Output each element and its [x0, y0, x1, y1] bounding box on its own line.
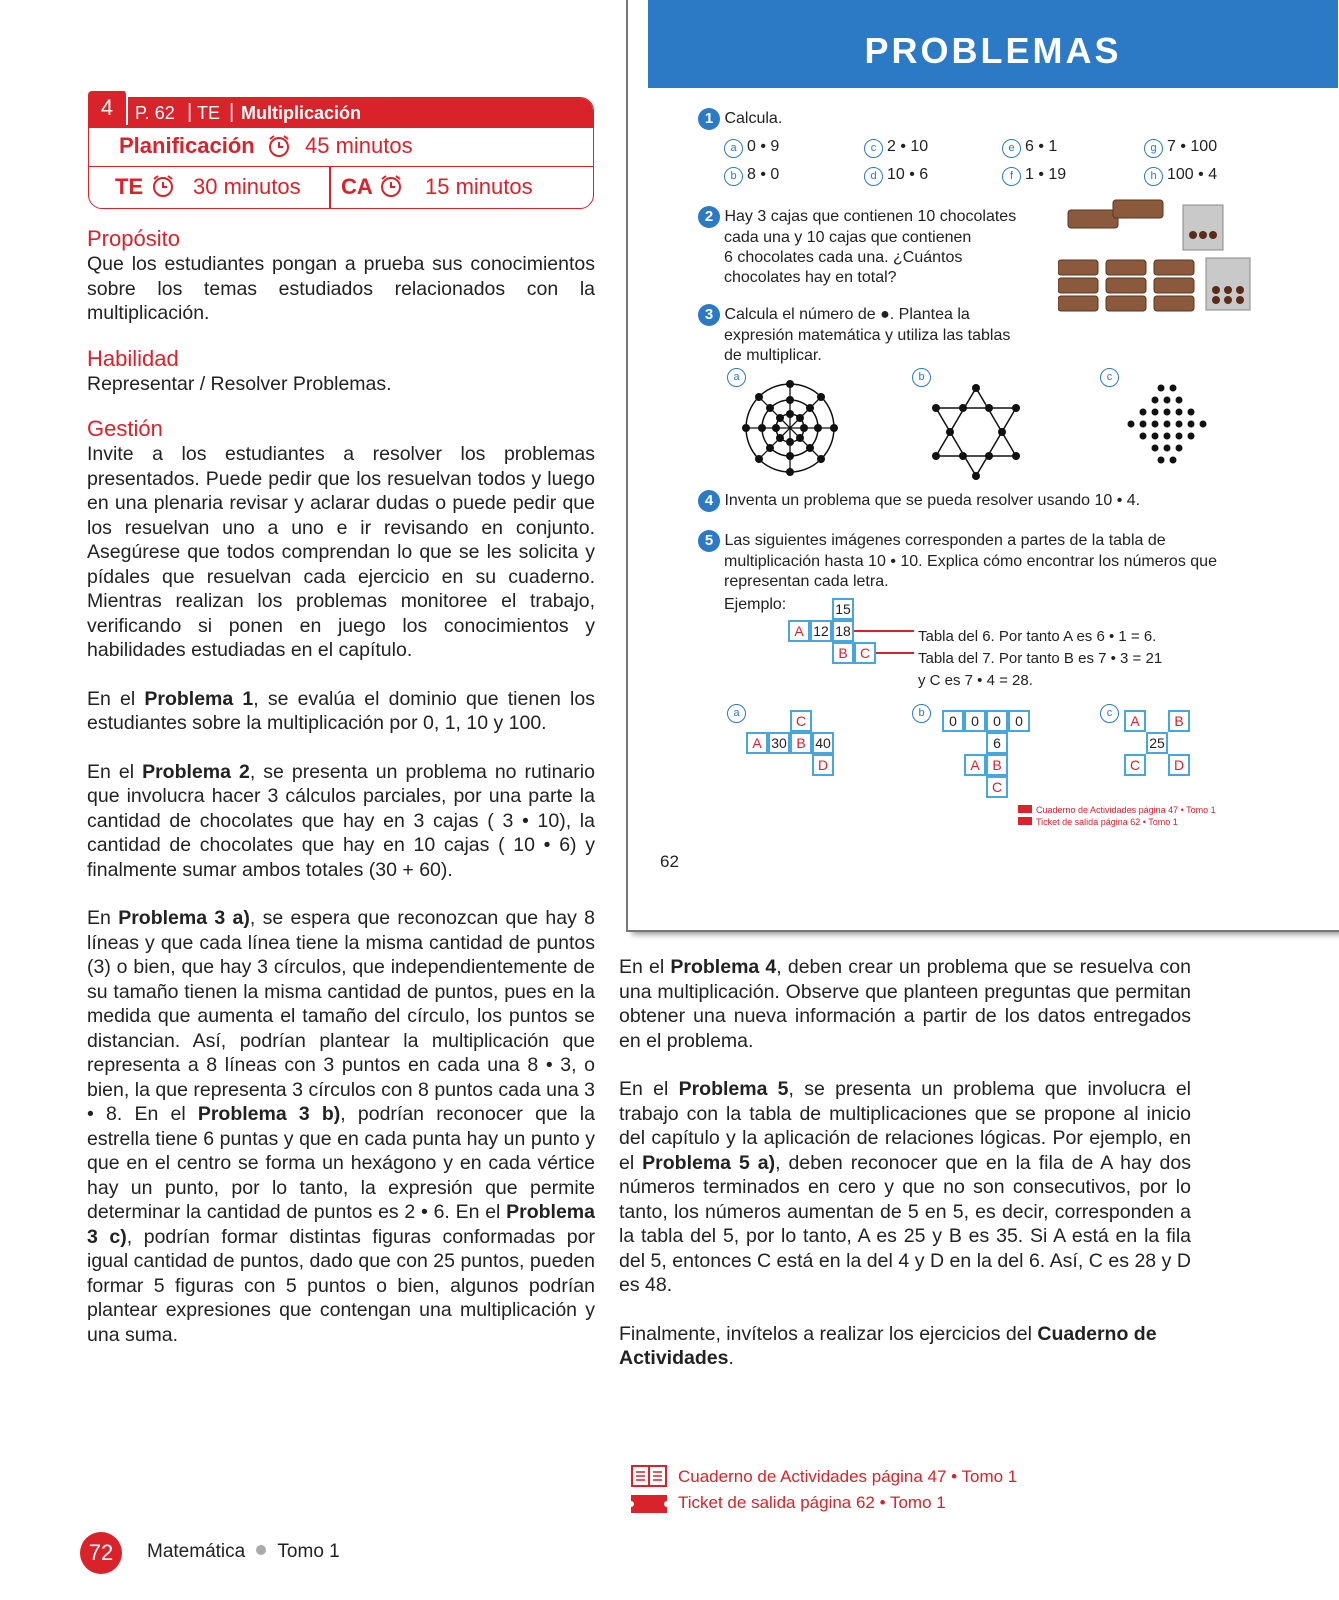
- question-2: 2 Hay 3 cajas que contienen 10 chocolates cada una y 10 cajas que contienen 6 chocolates cada una. ¿Cuántos chocolates hay en total?: [698, 206, 1016, 288]
- example-line-1: Tabla del 6. Por tanto A es 6 • 1 = 6.: [918, 628, 1157, 645]
- workbook-icon: [631, 1464, 667, 1493]
- header-te: TE: [197, 103, 221, 123]
- dot-star-figure: [928, 384, 1024, 485]
- question-4: 4 Inventa un problema que se pueda resolver usando 10 • 4.: [698, 490, 1140, 512]
- planning-time: 45 minutos: [305, 133, 413, 158]
- ticket-icon: [631, 1495, 667, 1518]
- question-1: 1 Calcula.: [698, 108, 782, 130]
- option-b-label: b: [912, 368, 931, 387]
- problem5-paragraph: En el Problema 5, se presenta un problema que involucra el trabajo con la tabla de multiplicaciones que se propone al inicio del capítulo y la aplicación de relaciones lógicas. Por ejemplo, en el Problema 5 a), deben reconocer que en la fila de A hay dos números terminados en cero y que no son consecutivos, por lo tanto, los números aumentan de 5 en 5, es decir, corresponden a la tabla del 5, por lo tanto, A es 25 y B es 35. Si A está en la fila del 5, entonces C está en la del 4 y D en la del 6. Así, C es 28 y D es 48.: [619, 1078, 1191, 1296]
- habilidad-title: Habilidad: [87, 345, 179, 371]
- header-page: P. 62: [135, 103, 175, 123]
- banner-title: PROBLEMAS: [864, 30, 1122, 71]
- te-label: TE: [115, 174, 144, 199]
- proposito-title: Propósito: [87, 226, 180, 251]
- textbook-page: PROBLEMAS 1 Calcula. a 0 • 9 c 2 • 10 e 6 • 1 g 7 • 100 b 8 • 0 d 10 • 6 f 1 • 19 h 100 • 4 2 Hay 3 cajas que contienen 10 chocolates cada una y 10 cajas que contienen 6 chocolates cada una. ¿Cuántos chocolates hay en total? 3 Calcula el número de ●. Plantea la expresión matemática y utiliza las tablas de multiplicar. a b c 4 Inventa un problema que se pueda resolver usando 10 • 4. 5 Las siguientes imágenes corresponden a partes de la tabla de multiplicación hasta 10 • 10. Explica cómo encontrar los números que representan cada letra. Ejemplo: 15 A 12 18 B C Tabla del 6. Por tanto A es 6 • 1 = 6. Tabla del 7. Por tanto B es 7 • 3 = 21 y C es 7 • 4 = 28. a C A 30 B 40 D b 0 0 0 0 6 A B C c A B 25 C D Cuaderno de Actividades página 47 • Tomo 1 Ticket de salida página 62 • Tomo 1 62: [628, 0, 1339, 930]
- planning-header: [88, 97, 594, 209]
- problem2-paragraph: En el Problema 2, se presenta un problema no rutinario que involucra hacer 3 cálculos parciales, por una parte la cantidad de chocolates que hay en 3 cajas ( 3 • 10), la cantidad de chocolates que hay en 10 cajas ( 10 • 6) y finalmente sumar ambos totales (30 + 60).: [87, 760, 595, 881]
- dot-circles-figure: [740, 378, 840, 483]
- example-label: Ejemplo:: [724, 596, 787, 613]
- option-c-label: c: [1100, 368, 1119, 387]
- right-column: [619, 955, 1191, 1371]
- ticket-reference: Ticket de salida página 62 • Tomo 1: [678, 1493, 946, 1512]
- footer-page-number: 72: [80, 1532, 122, 1574]
- left-column: [87, 226, 595, 1347]
- separator-dot: [256, 1545, 266, 1555]
- header-bar: P. 62 | TE | Multiplicación: [89, 98, 593, 128]
- divider: [329, 166, 331, 208]
- planning-label: Planificación: [119, 133, 255, 158]
- problems-banner: [648, 0, 1338, 88]
- question-number: 1: [698, 108, 720, 130]
- problem3-paragraph: En Problema 3 a), se espera que reconozcan que hay 8 líneas y que cada línea tiene la misma cantidad de puntos (3) o bien, que hay 3 círculos, que independientemente de su tamaño tienen la misma cantidad de puntos, pues en la medida que aumenta el tamaño del círculo, los puntos se distancian. Así, podrían plantear la multiplicación que representa a 8 líneas con 3 puntos en cada una 8 • 3, o bien, la que representa 3 círculos con 8 puntos cada una 3 • 8. En el Problema 3 b), podrían reconocer que la estrella tiene 6 puntas y que en cada punta hay un punto y que en el centro se forma un hexágono y en cada vértice hay un punto, por lo tanto, la expresión que permite determinar la cantidad de puntos es 2 • 6. En el Problema 3 c), podrían formar distintas figuras conformadas por igual cantidad de puntos, dado que con 25 puntos, pueden formar 5 figuras con 5 puntos o bien, algunos podrían plantear expresiones que contengan una multiplicación y una suma.: [87, 907, 595, 1346]
- gestion-title: Gestión: [87, 416, 163, 441]
- clock-icon: [151, 174, 175, 199]
- clock-icon: [267, 134, 291, 159]
- dot-diamond-figure: [1114, 382, 1224, 479]
- time-row: [89, 166, 593, 208]
- footer-subject: Matemática Tomo 1: [147, 1541, 340, 1562]
- gestion-text: Invite a los estudiantes a resolver los problemas presentados. Puede pedir que los resuelvan todos y luego en una plenaria revisar y aclarar dudas o puede pedir que los resuelvan uno a uno e ir revisando en conjunto. Asegúrese que todos comprendan lo que se les solicita y pídales que resuelvan cada ejercicio en su cuaderno. Mientras realizan los problemas monitoree el trabajo, verificando si ponen en juego los conocimientos y habilidades estudiadas en el capítulo.: [87, 443, 595, 661]
- book-page-number: 62: [660, 852, 679, 871]
- chocolate-boxes-image: [1058, 190, 1258, 335]
- header-topic: Multiplicación: [241, 103, 362, 123]
- problem4-paragraph: En el Problema 4, deben crear un problema que se resuelva con una multiplicación. Observe que planteen preguntas que permitan obtener una nueva información a partir de los datos entregados en el problema.: [619, 956, 1191, 1052]
- question-3: 3 Calcula el número de ●. Plantea la expresión matemática y utiliza las tablas de multiplicar.: [698, 304, 1010, 366]
- planning-row: [89, 128, 593, 167]
- proposito-text: Que los estudiantes pongan a prueba sus conocimientos sobre los temas estudiados relacionados con la multiplicación.: [87, 253, 595, 324]
- workbook-reference: Cuaderno de Actividades página 47 • Tomo 1: [678, 1467, 1018, 1486]
- final-paragraph: Finalmente, invítelos a realizar los ejercicios del Cuaderno de Actividades.: [619, 1322, 1157, 1369]
- habilidad-text: Representar / Resolver Problemas.: [87, 372, 392, 395]
- option-a-label: a: [727, 368, 746, 387]
- example-line-2: Tabla del 7. Por tanto B es 7 • 3 = 21: [918, 650, 1163, 667]
- question-5: 5 Las siguientes imágenes corresponden a partes de la tabla de multiplicación hasta 10 • 10. Explica cómo encontrar los números que representan cada letra.: [698, 530, 1217, 592]
- chapter-number: 4: [88, 91, 128, 125]
- problem1-paragraph: En el Problema 1, se evalúa el dominio que tienen los estudiantes sobre la multiplicación por 0, 1, 10 y 100.: [87, 687, 595, 734]
- example-line-3: y C es 7 • 4 = 28.: [918, 672, 1033, 689]
- book-references: Cuaderno de Actividades página 47 • Tomo 1 Ticket de salida página 62 • Tomo 1: [1018, 804, 1216, 828]
- te-time: 30 minutos: [193, 174, 301, 199]
- ca-label: CA: [341, 174, 373, 199]
- ca-time: 15 minutos: [425, 174, 533, 199]
- clock-icon: [379, 174, 403, 199]
